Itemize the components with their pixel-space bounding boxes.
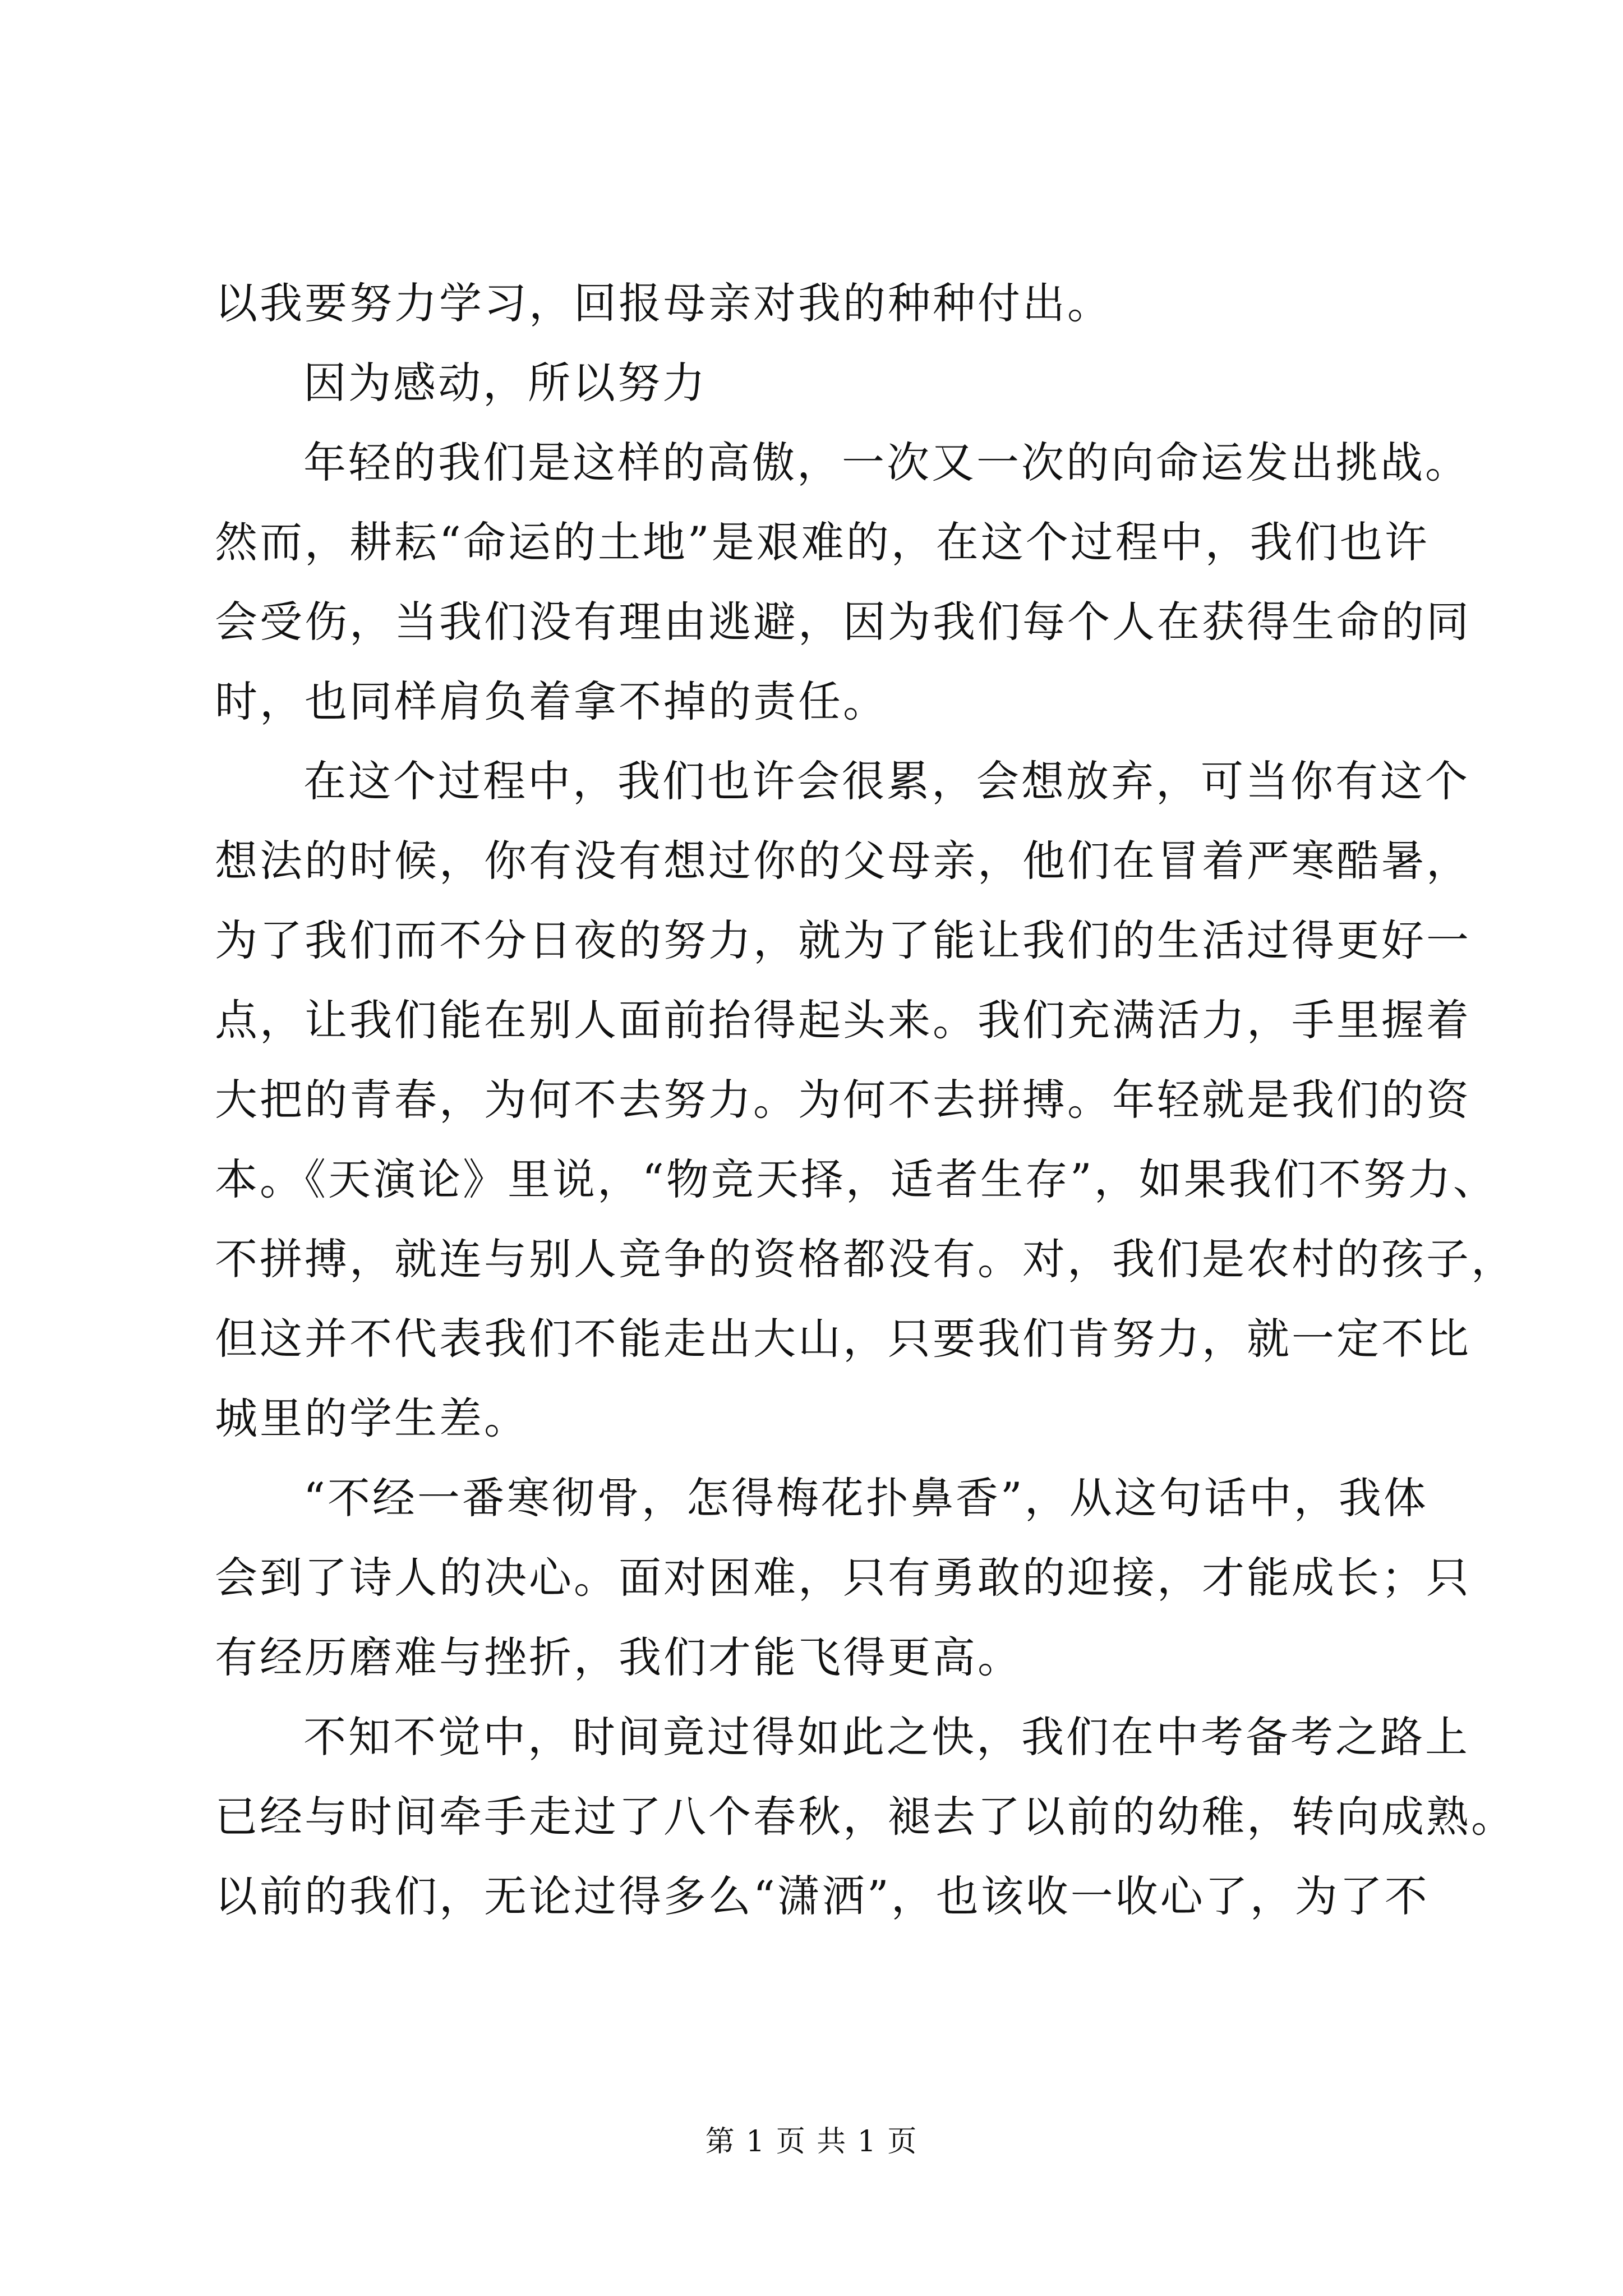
text-line: “不经一番寒彻骨，怎得梅花扑鼻香”，从这句话中，我体 <box>303 1473 1428 1523</box>
text-line: 会到了诗人的决心。面对困难，只有勇敢的迎接，才能成长；只 <box>215 1553 1471 1603</box>
body-text <box>215 264 1516 1936</box>
text-line: 不拼搏，就连与别人竞争的资格都没有。对，我们是农村的孩子， <box>215 1234 1516 1284</box>
text-line: 但这并不代表我们不能走出大山，只要我们肯努力，就一定不比 <box>215 1314 1471 1364</box>
text-line: 城里的学生差。 <box>215 1393 529 1443</box>
text-line: 有经历磨难与挫折，我们才能飞得更高。 <box>215 1632 1022 1682</box>
text-line: 不知不觉中，时间竟过得如此之快，我们在中考备考之路上 <box>303 1712 1470 1762</box>
text-line: 在这个过程中，我们也许会很累，会想放弃，可当你有这个 <box>303 756 1470 806</box>
page-footer: 第 1 页 共 1 页 <box>705 2125 918 2159</box>
text-line: 会受伤，当我们没有理由逃避，因为我们每个人在获得生命的同 <box>215 597 1471 647</box>
text-line: 为了我们而不分日夜的努力，就为了能让我们的生活过得更好一 <box>215 915 1471 965</box>
text-line: 年轻的我们是这样的高傲，一次又一次的向命运发出挑战。 <box>303 438 1470 487</box>
text-line: 想法的时候，你有没有想过你的父母亲，他们在冒着严寒酷暑， <box>215 836 1471 886</box>
text-line: 然而，耕耘“命运的土地”是艰难的，在这个过程中，我们也许 <box>215 517 1430 567</box>
text-line: 点，让我们能在别人面前抬得起头来。我们充满活力，手里握着 <box>215 995 1471 1045</box>
text-line: 以前的我们，无论过得多么“潇洒”，也该收一收心了，为了不 <box>215 1871 1430 1921</box>
text-line: 以我要努力学习，回报母亲对我的种种付出。 <box>215 278 1112 328</box>
text-line: 因为感动，所以努力 <box>303 358 707 408</box>
text-line: 时，也同样肩负着拿不掉的责任。 <box>215 677 888 726</box>
text-line: 本。《天演论》里说，“物竞天择，适者生存”，如果我们不努力、 <box>215 1154 1498 1204</box>
text-line: 大把的青春，为何不去努力。为何不去拼搏。年轻就是我们的资 <box>215 1075 1471 1125</box>
text-line: 已经与时间牵手走过了八个春秋，褪去了以前的幼稚，转向成熟。 <box>215 1792 1516 1842</box>
